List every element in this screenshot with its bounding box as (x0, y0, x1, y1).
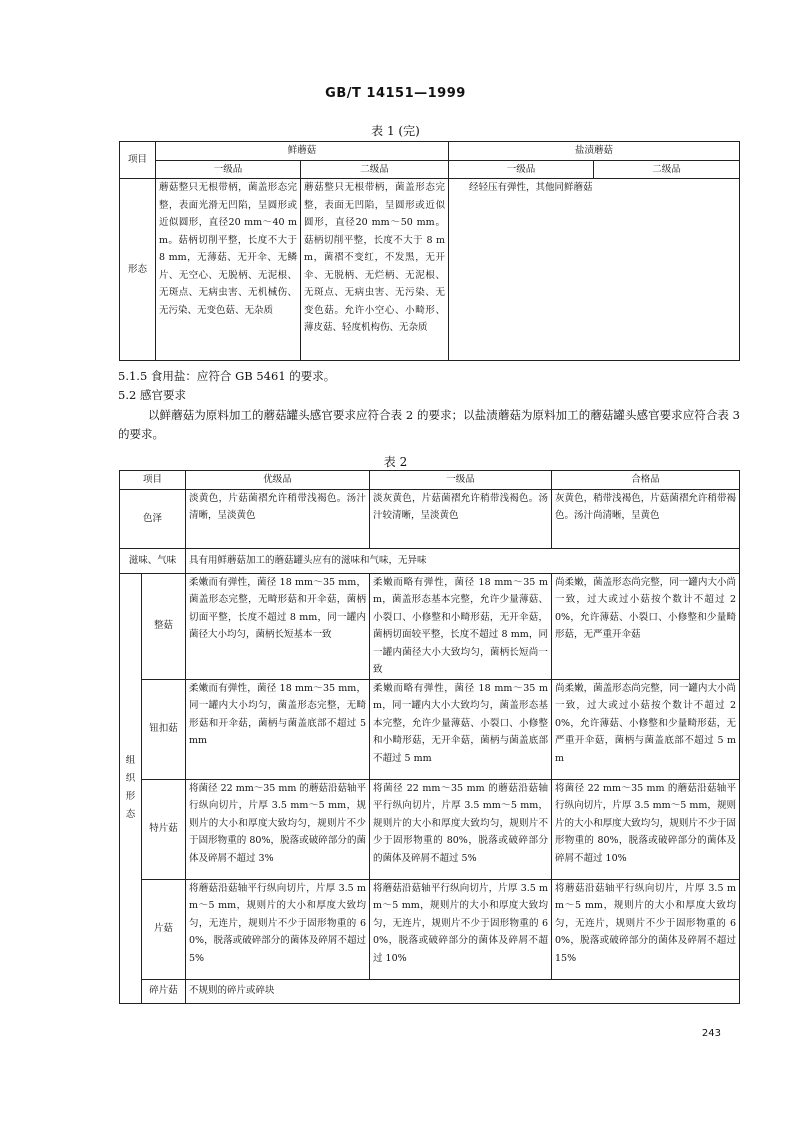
table2-special-pass: 将菌径 22 mm～35 mm 的蘑菇沿菇轴平行纵向切片，片厚 3.5 mm～5 mm，规则片的大小和厚度大致均匀，规则片不少于固形物重的 80%，脱落或破碎部分的菌体及碎屑不超过 10% (552, 779, 740, 879)
table2-special-first: 将菌径 22 mm～35 mm 的蘑菇沿菇轴平行纵向切片，片厚 3.5 mm～5 mm，规则片的大小和厚度大致均匀，规则片不少于固形物重的 80%，脱落或破碎部分的菌体及碎屑不超过 5% (370, 779, 552, 879)
table2-caption: 表 2 (383, 455, 408, 469)
page-number: 243 (701, 1028, 721, 1039)
table2-color-label: 色泽 (120, 489, 186, 548)
table2-slice-label: 片菇 (142, 879, 186, 979)
table1 (119, 141, 740, 361)
table2-whole-pass: 尚柔嫩，菌盖形态尚完整，同一罐内大小尚一致，过大或过小菇按个数计不超过 20%，允许薄菇、小裂口、小修整和少量畸形菇，无严重开伞菇 (552, 573, 740, 679)
table2-taste-label: 滋味、气味 (120, 548, 186, 573)
table2-button-top: 柔嫩而有弹性，菌径 18 mm～35 mm，同一罐内大小均匀，菌盖形态完整，无畸形菇和开伞菇，菌柄与菌盖底部不超过 5 mm (186, 679, 370, 779)
table2-color-top: 淡黄色，片菇菌褶允许稍带浅褐色。汤汁清晰，呈淡黄色 (186, 489, 370, 548)
table1-group-salted: 盐渍蘑菇 (449, 142, 740, 161)
table2 (119, 470, 740, 1004)
table1-caption: 表 1 (完) (371, 124, 420, 138)
table2-slice-first: 将蘑菇沿菇轴平行纵向切片，片厚 3.5 mm～5 mm，规则片的大小和厚度大致均匀，无连片，规则片不少于固形物重的 60%，脱落或破碎部分的菌体及碎屑不超过 10% (370, 879, 552, 979)
table2-button-pass: 尚柔嫩，菌盖形态尚完整，同一罐内大小尚一致，过大或过小菇按个数计不超过 20%，允许薄菇、小修整和少量畸形菇，无严重开伞菇，菌柄与菌盖底部不超过 5 mm (552, 679, 740, 779)
table2-slice-top: 将蘑菇沿菇轴平行纵向切片，片厚 3.5 mm～5 mm，规则片的大小和厚度大致均匀，无连片，规则片不少于固形物重的 60%，脱落或破碎部分的菌体及碎屑不超过 5% (186, 879, 370, 979)
table2-fragment-text: 不规则的碎片或碎块 (186, 979, 740, 1003)
table2-col-first: 一级品 (370, 471, 552, 490)
table1-salted-cell: 经轻压有弹性，其他同鲜蘑菇 (449, 179, 740, 361)
table2-tissue-label: 组织形态 (120, 573, 142, 1003)
table2-color-first: 淡灰黄色，片菇菌褶允许稍带浅褐色。汤汁较清晰，呈淡黄色 (370, 489, 552, 548)
table2-col-pass: 合格品 (552, 471, 740, 490)
table2-col-item: 项目 (120, 471, 186, 490)
section-5-2-heading: 5.2 感官要求 (118, 388, 186, 402)
table2-button-first: 柔嫩而略有弹性，菌径 18 mm～35 mm，同一罐内大小大致均匀，菌盖形态基本完整，允许少量薄菇、小裂口、小修整和小畸形菇，无开伞菇，菌柄与菌盖底部不超过 5 mm (370, 679, 552, 779)
table2-whole-first: 柔嫩而略有弹性，菌径 18 mm～35 mm，菌盖形态基本完整，允许少量薄菇、小裂口、小修整和小畸形菇，无开伞菇，菌柄切面较平整，长度不超过 8 mm，同一罐内菌径大小大致均匀，菌柄长短尚一致 (370, 573, 552, 679)
table1-fresh-grade2-cell: 蘑菇整只无根带柄，菌盖形态完整，表面无凹陷，呈圆形或近似圆形，直径20 mm～50 mm。菇柄切削平整，长度不大于 8 mm，菌褶不变红，不发黑，无开伞、无脱柄、无烂柄、无泥根、无斑点、无病虫害、无污染、无变色菇。允许小空心、小畸形、薄皮菇、轻度机构伤、无杂质 (301, 179, 449, 361)
table2-fragment-label: 碎片菇 (142, 979, 186, 1003)
table1-fresh-grade2-header: 二级品 (301, 160, 449, 179)
section-paragraph: 以鲜蘑菇为原料加工的蘑菇罐头感官要求应符合表 2 的要求；以盐渍蘑菇为原料加工的蘑菇罐头感官要求应符合表 3 的要求。 (118, 408, 740, 441)
table2-taste-text: 具有用鲜蘑菇加工的蘑菇罐头应有的滋味和气味，无异味 (186, 548, 740, 573)
section-5-1-5: 5.1.5 食用盐：应符合 GB 5461 的要求。 (118, 369, 336, 383)
table2-whole-label: 整菇 (142, 573, 186, 679)
table1-salted-grade1-header: 一级品 (449, 160, 594, 179)
table1-salted-grade2-header: 二级品 (594, 160, 740, 179)
table2-whole-top: 柔嫩而有弹性，菌径 18 mm～35 mm，菌盖形态完整，无畸形菇和开伞菇，菌柄切面平整，长度不超过 8 mm，同一罐内菌径大小均匀，菌柄长短基本一致 (186, 573, 370, 679)
table2-button-label: 钮扣菇 (142, 679, 186, 779)
table2-col-top: 优级品 (186, 471, 370, 490)
table1-row-label: 形态 (120, 179, 156, 361)
table2-special-label: 特片菇 (142, 779, 186, 879)
table2-slice-pass: 将蘑菇沿菇轴平行纵向切片，片厚 3.5 mm～5 mm，规则片的大小和厚度大致均匀，无连片，规则片不少于固形物重的 60%，脱落或破碎部分的菌体及碎屑不超过 15% (552, 879, 740, 979)
table1-group-fresh: 鲜蘑菇 (156, 142, 449, 161)
table1-col-item: 项目 (120, 142, 156, 179)
table1-fresh-grade1-cell: 蘑菇整只无根带柄，菌盖形态完整，表面光滑无凹陷，呈圆形或近似圆形，直径20 mm～40 mm。菇柄切削平整，长度不大于8 mm，无薄菇、无开伞、无鳞片、无空心、无脱柄、无泥根、无斑点、无病虫害、无机械伤、无污染、无变色菇、无杂质 (156, 179, 301, 361)
standard-number: GB/T 14151—1999 (325, 86, 466, 101)
table2-special-top: 将菌径 22 mm～35 mm 的蘑菇沿菇轴平行纵向切片，片厚 3.5 mm～5 mm，规则片的大小和厚度大致均匀，规则片不少于固形物重的 80%，脱落或破碎部分的菌体及碎屑不超过 3% (186, 779, 370, 879)
table2-color-pass: 灰黄色，稍带浅褐色，片菇菌褶允许稍带褐色。汤汁尚清晰，呈黄色 (552, 489, 740, 548)
table1-fresh-grade1-header: 一级品 (156, 160, 301, 179)
